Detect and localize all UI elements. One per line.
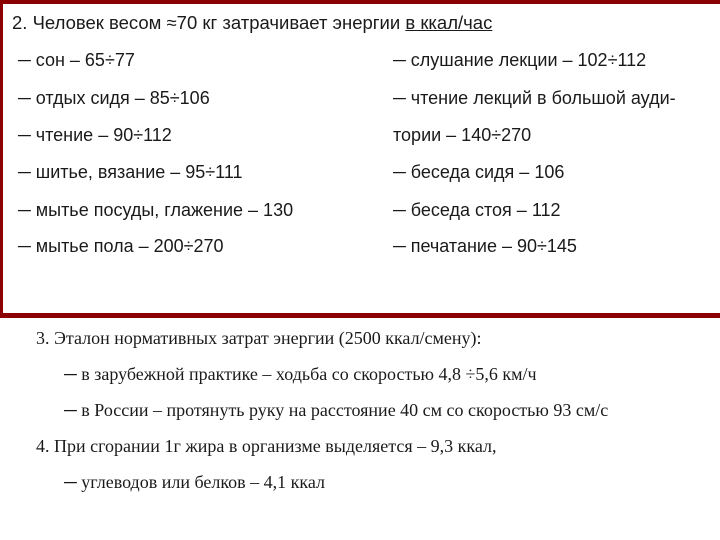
- list-item: ─ слушание лекции – 102÷112: [393, 50, 647, 70]
- list-item: ─ сон – 65÷77: [18, 50, 135, 70]
- list-item: ─ чтение – 90÷112: [18, 125, 172, 145]
- section-heading: [12, 12, 492, 34]
- heading-text: Человек весом ≈70 кг затрачивает энергии: [32, 12, 401, 33]
- list-item: ─ отдых сидя – 85÷106: [18, 88, 210, 108]
- list-item: ─ беседа сидя – 106: [393, 162, 565, 182]
- list-item: ─ мытье пола – 200÷270: [18, 236, 224, 256]
- heading-unit: в ккал/час: [405, 12, 493, 33]
- list-item-continuation: тории – 140÷270: [393, 125, 532, 145]
- list-item: ─ мытье посуды, глажение – 130: [18, 200, 294, 220]
- list-item: ─ углеводов или белков – 4,1 ккал: [64, 472, 326, 492]
- energy-table-panel: [0, 4, 720, 313]
- list-item: ─ беседа стоя – 112: [393, 200, 561, 220]
- list-item: ─ в России – протянуть руку на расстояние 40 см со скоростью 93 см/с: [64, 400, 609, 420]
- list-item: ─ шитье, вязание – 95÷111: [18, 162, 243, 182]
- list-item: ─ печатание – 90÷145: [393, 236, 577, 256]
- list-item: ─ чтение лекций в большой ауди-: [393, 88, 676, 108]
- list-item: ─ в зарубежной практике – ходьба со скоростью 4,8 ÷5,6 км/ч: [64, 364, 537, 384]
- section-number: 2.: [12, 12, 28, 33]
- section-3-heading: 3. Эталон нормативных затрат энергии (2500 ккал/смену):: [36, 328, 482, 348]
- norms-panel: [0, 318, 720, 540]
- section-4-heading: 4. При сгорании 1г жира в организме выделяется – 9,3 ккал,: [36, 436, 497, 456]
